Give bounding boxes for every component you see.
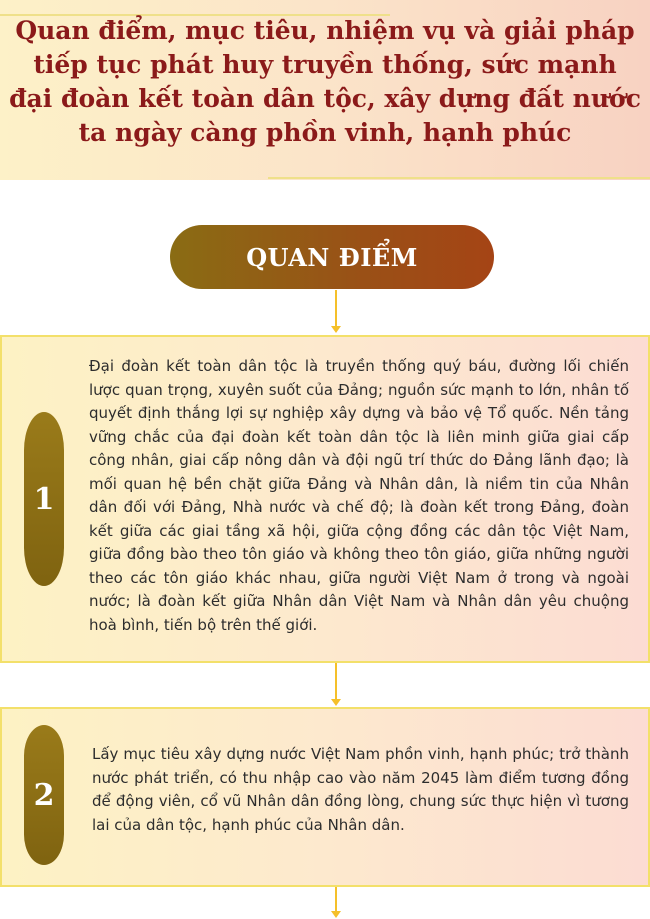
connector-line xyxy=(335,290,337,326)
connector-line xyxy=(335,887,337,911)
header-bottom-rule xyxy=(268,177,650,179)
section-heading-pill xyxy=(170,225,494,289)
item-text-1: Đại đoàn kết toàn dân tộc là truyền thống quý báu, đường lối chiến lược quan trọng, xuyên suốt của Đảng; nguồn sức mạnh to lớn, nhân tố quyết định thắng lợi sự nghiệp xây dựng và bảo vệ Tổ quốc. Nền tảng vững chắc của đại đoàn kết toàn dân tộc là liên minh giữa giai cấp công nhân, giai cấp nông dân và đội ngũ trí thức do Đảng lãnh đạo; là mối quan hệ bền chặt giữa Đảng và Nhân dân, là niềm tin của Nhân dân đối với Đảng, Nhà nước và chế độ; là đoàn kết trong Đảng, đoàn kết giữa các giai tầng xã hội, giữa cộng đồng các dân tộc Việt Nam, giữa đồng bào theo tôn giáo và không theo tôn giáo, giữa những người theo các tôn giáo khác nhau, giữa người Việt Nam ở trong và ngoài nước; là đoàn kết giữa Nhân dân Việt Nam và Nhân dân yêu chuộng hoà bình, tiến bộ trên thế giới. xyxy=(89,357,629,634)
section-heading-label: QUAN ĐIỂM xyxy=(246,242,418,272)
connector-arrow-icon xyxy=(331,326,341,333)
connector-arrow-icon xyxy=(331,911,341,918)
item-number-badge-1 xyxy=(24,412,64,586)
item-number-1: 1 xyxy=(33,481,55,517)
header-banner xyxy=(0,0,650,180)
page-title: Quan điểm, mục tiêu, nhiệm vụ và giải pháp tiếp tục phát huy truyền thống, sức mạnh đại đoàn kết toàn dân tộc, xây dựng đất nước ta ngày càng phồn vinh, hạnh phúc xyxy=(9,16,641,147)
connector-arrow-icon xyxy=(331,699,341,706)
item-number-badge-2 xyxy=(24,725,64,865)
item-text-2: Lấy mục tiêu xây dựng nước Việt Nam phồn vinh, hạnh phúc; trở thành nước phát triển, có thu nhập cao vào năm 2045 làm điểm tương đồng để động viên, cổ vũ Nhân dân đồng lòng, chung sức thực hiện vì tương lai của dân tộc, hạnh phúc của Nhân dân. xyxy=(92,745,629,834)
connector-line xyxy=(335,663,337,699)
item-number-2: 2 xyxy=(33,777,55,813)
